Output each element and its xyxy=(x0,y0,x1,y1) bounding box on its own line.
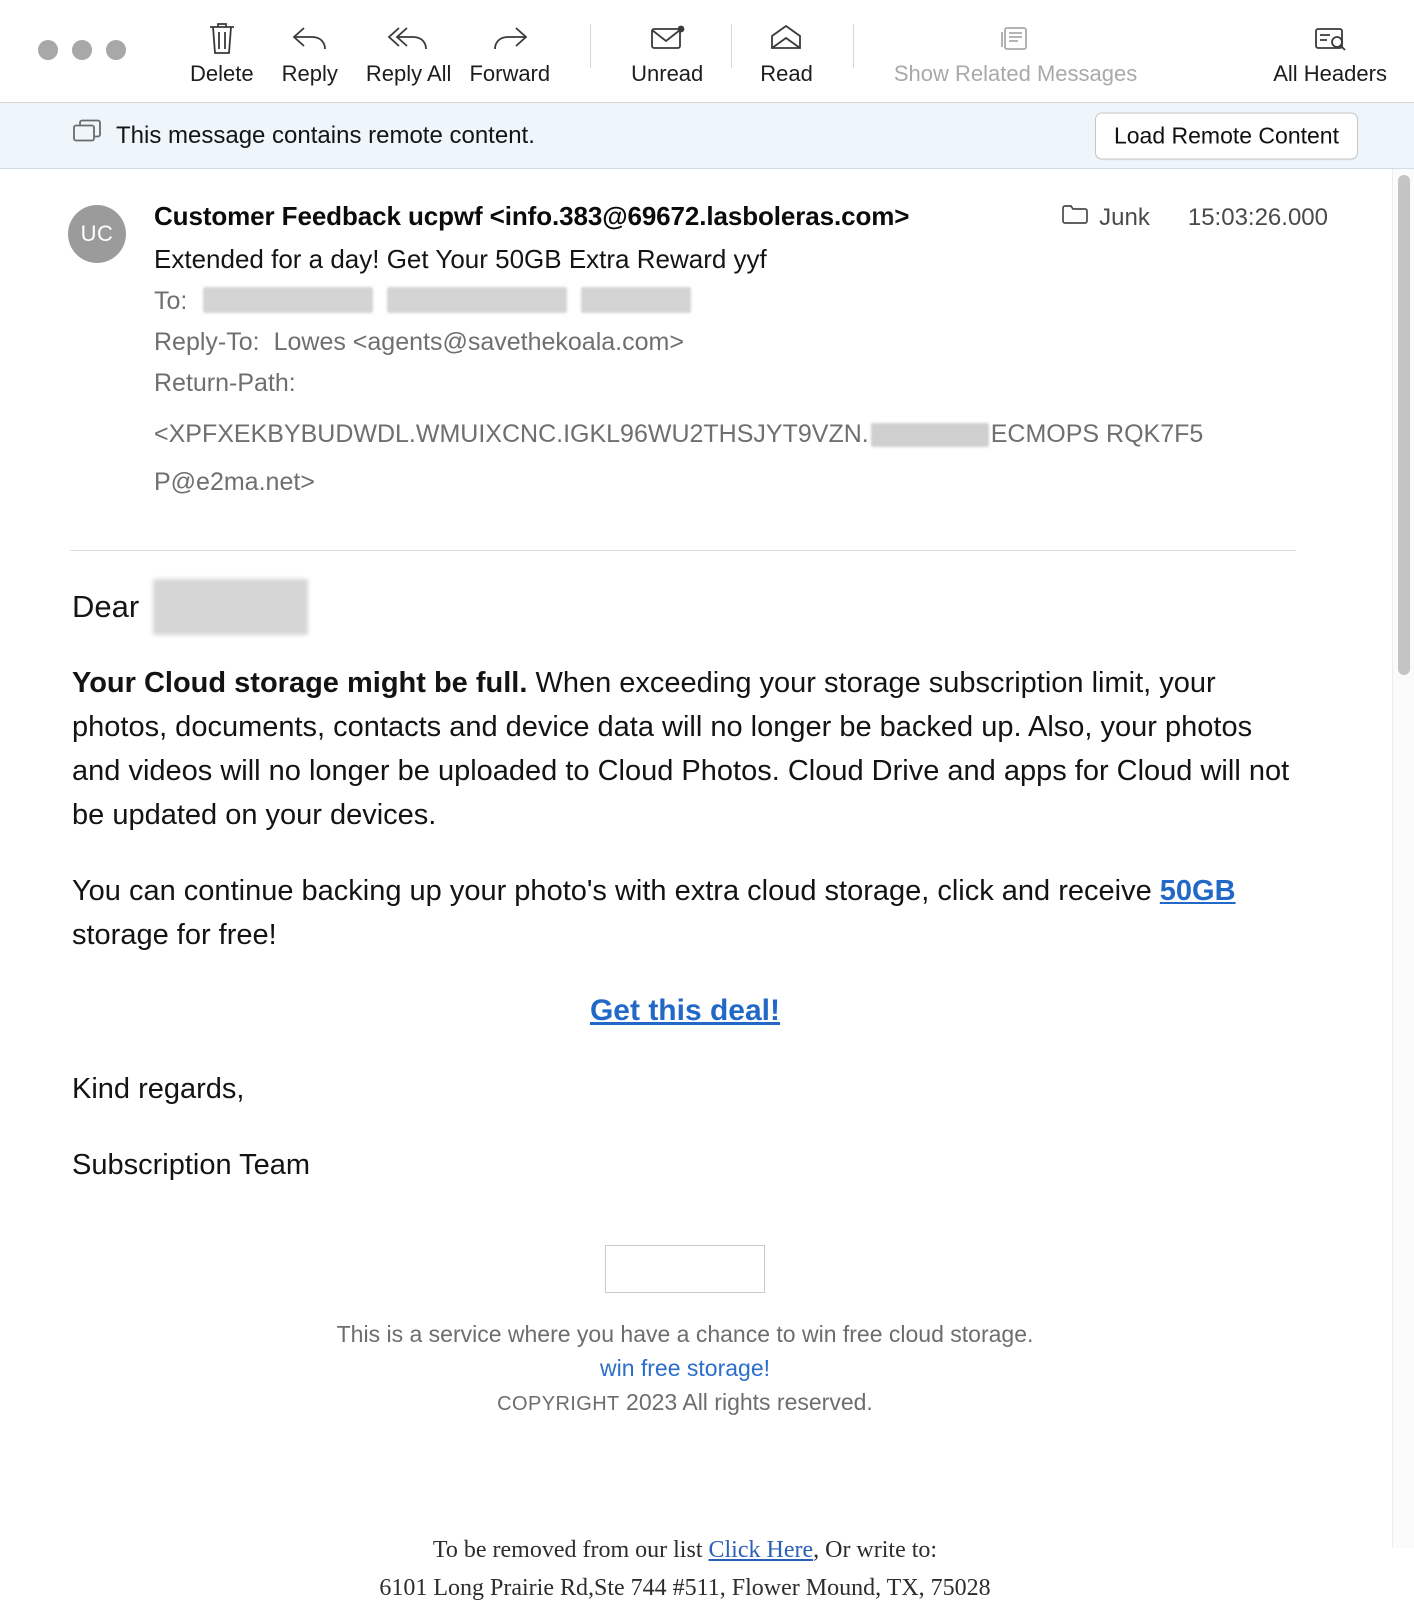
folder-icon xyxy=(1061,203,1089,232)
folder-name: Junk xyxy=(1099,203,1150,231)
toolbar-label: Unread xyxy=(631,61,704,86)
return-path-value xyxy=(154,410,1328,506)
return-path-row xyxy=(154,369,1328,398)
toolbar-button-read[interactable] xyxy=(760,0,813,87)
toolbar-button-reply-all[interactable] xyxy=(366,0,452,87)
message-time: 15:03:26.000 xyxy=(1187,203,1328,231)
related-messages-icon xyxy=(996,18,1036,58)
toolbar-label: Forward xyxy=(469,61,551,86)
forward-icon xyxy=(488,18,532,58)
removal-before: To be removed from our list xyxy=(432,1537,709,1563)
cta-container xyxy=(72,989,1298,1033)
to-value-redacted xyxy=(203,287,373,313)
toolbar-button-forward[interactable] xyxy=(469,0,550,87)
remote-content-banner xyxy=(0,103,1414,169)
reply-to-value: Lowes <agents@savethekoala.com> xyxy=(273,328,684,356)
return-path-value-end: ECMOPS RQK7F5P@e2ma.net> xyxy=(154,420,1204,496)
removal-line xyxy=(72,1531,1298,1569)
paragraph-offer xyxy=(72,869,1298,957)
toolbar-button-all-headers[interactable] xyxy=(1273,0,1387,87)
to-row xyxy=(154,287,1328,316)
toolbar-items xyxy=(190,0,1387,102)
toolbar-label: Read xyxy=(760,61,813,86)
offer-after: storage for free! xyxy=(72,919,277,951)
toolbar-label: All Headers xyxy=(1273,61,1387,86)
toolbar-separator xyxy=(590,24,591,68)
reply-to-label: Reply-To: xyxy=(154,328,260,356)
sender-address: Customer Feedback ucpwf <info.383@69672.lasboleras.com> xyxy=(154,201,910,231)
return-path-value-start: <XPFXEKBYBUDWDL.WMUIXCNC.IGKL96WU2THSJYT9VZN. xyxy=(154,420,869,448)
toolbar-button-reply[interactable] xyxy=(282,0,338,87)
message-header xyxy=(0,169,1388,524)
footer-address-block xyxy=(72,1531,1298,1607)
recipient-name-redacted xyxy=(153,579,308,635)
paragraph-lead-bold: Your Cloud storage might be full. xyxy=(72,667,528,699)
mailing-address: 6101 Long Prairie Rd,Ste 744 #511, Flower Mound, TX, 75028 xyxy=(379,1575,991,1601)
toolbar xyxy=(0,0,1414,103)
copyright-line xyxy=(72,1385,1298,1421)
toolbar-label: Delete xyxy=(190,61,254,86)
empty-image-placeholder xyxy=(605,1245,765,1293)
scrollbar-thumb[interactable] xyxy=(1398,175,1410,675)
to-label: To: xyxy=(154,287,188,315)
reply-to-row xyxy=(154,328,1328,357)
greeting-line xyxy=(72,579,1298,635)
read-envelope-icon xyxy=(765,18,809,58)
message-content xyxy=(0,169,1414,1601)
paragraph-storage-warning xyxy=(72,661,1298,837)
offer-before: You can continue backing up your photo's with extra cloud storage, click and receive xyxy=(72,875,1160,907)
folder-badge xyxy=(1061,203,1150,232)
reply-all-icon xyxy=(385,18,433,58)
unread-envelope-icon xyxy=(645,18,689,58)
click-here-link[interactable]: Click Here xyxy=(708,1537,814,1563)
copyright-word: COPYRIGHT xyxy=(497,1393,620,1415)
message-body xyxy=(0,551,1388,1607)
toolbar-button-show-related-messages[interactable] xyxy=(894,0,1137,87)
win-free-storage-link[interactable]: win free storage! xyxy=(599,1355,771,1381)
toolbar-separator xyxy=(853,24,854,68)
team-name: Subscription Team xyxy=(72,1149,311,1181)
greeting-text: Dear xyxy=(72,589,140,624)
toolbar-separator xyxy=(731,24,732,68)
minimize-window-button[interactable] xyxy=(72,40,92,60)
reply-icon xyxy=(288,18,332,58)
message-scroll-area[interactable] xyxy=(0,169,1414,1601)
toolbar-label: Reply xyxy=(281,61,338,86)
to-value-redacted xyxy=(387,287,567,313)
signoff: Kind regards, xyxy=(72,1073,245,1105)
removal-after: , Or write to: xyxy=(813,1537,938,1563)
footer-service-text: This is a service where you have a chance to win free cloud storage. xyxy=(336,1321,1034,1347)
toolbar-label: Show Related Messages xyxy=(893,61,1138,86)
remote-content-icon xyxy=(72,119,104,152)
return-path-label: Return-Path: xyxy=(154,369,296,397)
close-window-button[interactable] xyxy=(38,40,58,60)
load-remote-content-button[interactable]: Load Remote Content xyxy=(1095,112,1358,159)
to-value-redacted xyxy=(581,287,691,313)
toolbar-button-delete[interactable] xyxy=(190,0,254,87)
toolbar-label: Reply All xyxy=(365,61,452,86)
avatar: UC xyxy=(68,205,126,263)
all-headers-icon xyxy=(1308,18,1352,58)
window-traffic-lights[interactable] xyxy=(38,40,126,60)
message-subject: Extended for a day! Get Your 50GB Extra Reward yyf xyxy=(154,244,767,274)
return-path-redacted xyxy=(871,423,989,447)
copyright-rest: 2023 All rights reserved. xyxy=(619,1389,873,1415)
remote-content-text: This message contains remote content. xyxy=(116,121,535,149)
trash-icon xyxy=(204,18,240,58)
vertical-scrollbar[interactable] xyxy=(1392,169,1414,1548)
zoom-window-button[interactable] xyxy=(106,40,126,60)
toolbar-button-unread[interactable] xyxy=(631,0,703,87)
paragraph-rest: When exceeding your storage subscription limit, your photos, documents, contacts and device data will no longer be backed up. Also, your photos and videos will no longer be uploaded to Cloud Photos. Cloud Drive and apps for Cloud will not be updated on your devices. xyxy=(72,667,1290,831)
footer-service-block xyxy=(72,1317,1298,1421)
get-this-deal-link[interactable]: Get this deal! xyxy=(589,994,781,1027)
offer-50gb-link[interactable]: 50GB xyxy=(1159,875,1236,907)
